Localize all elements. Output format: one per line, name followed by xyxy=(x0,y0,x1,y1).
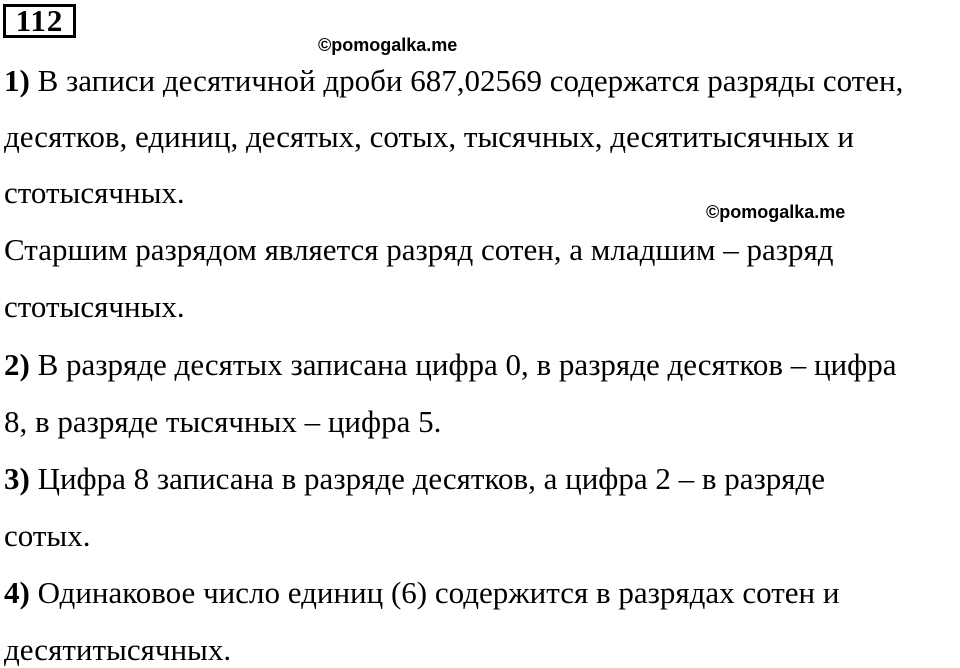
answer-1-label: 1) xyxy=(4,63,30,98)
watermark: ©pomogalka.me xyxy=(706,202,846,222)
answer-2-line-2: 8, в разряде тысячных – цифра 5. xyxy=(4,404,442,439)
exercise-number: 112 xyxy=(3,4,76,38)
answer-3-line-1: 3) Цифра 8 записана в разряде десятков, а цифра 2 – в разряде xyxy=(4,461,826,496)
answer-4-line-2: десятитысячных. xyxy=(4,632,232,667)
watermark: ©pomogalka.me xyxy=(318,35,458,55)
answer-4-line-1: 4) Одинаковое число единиц (6) содержится в разрядах сотен и xyxy=(4,575,840,610)
answer-3-line-2: сотых. xyxy=(4,518,91,553)
answer-1-line-4: Старшим разрядом является разряд сотен, а младшим – разряд xyxy=(4,232,834,267)
answer-1-line-3: стотысячных. xyxy=(4,175,185,210)
answer-3-label: 3) xyxy=(4,461,30,496)
answer-2-label: 2) xyxy=(4,347,30,382)
answer-1-line-2: десятков, единиц, десятых, сотых, тысячных, десятитысячных и xyxy=(4,119,855,154)
answer-4-label: 4) xyxy=(4,575,30,610)
answer-1-line-5: стотысячных. xyxy=(4,289,185,324)
answer-2-line-1: 2) В разряде десятых записана цифра 0, в разряде десятков – цифра xyxy=(4,347,897,382)
answer-1-line-1: 1) В записи десятичной дроби 687,02569 содержатся разряды сотен, xyxy=(4,63,904,98)
